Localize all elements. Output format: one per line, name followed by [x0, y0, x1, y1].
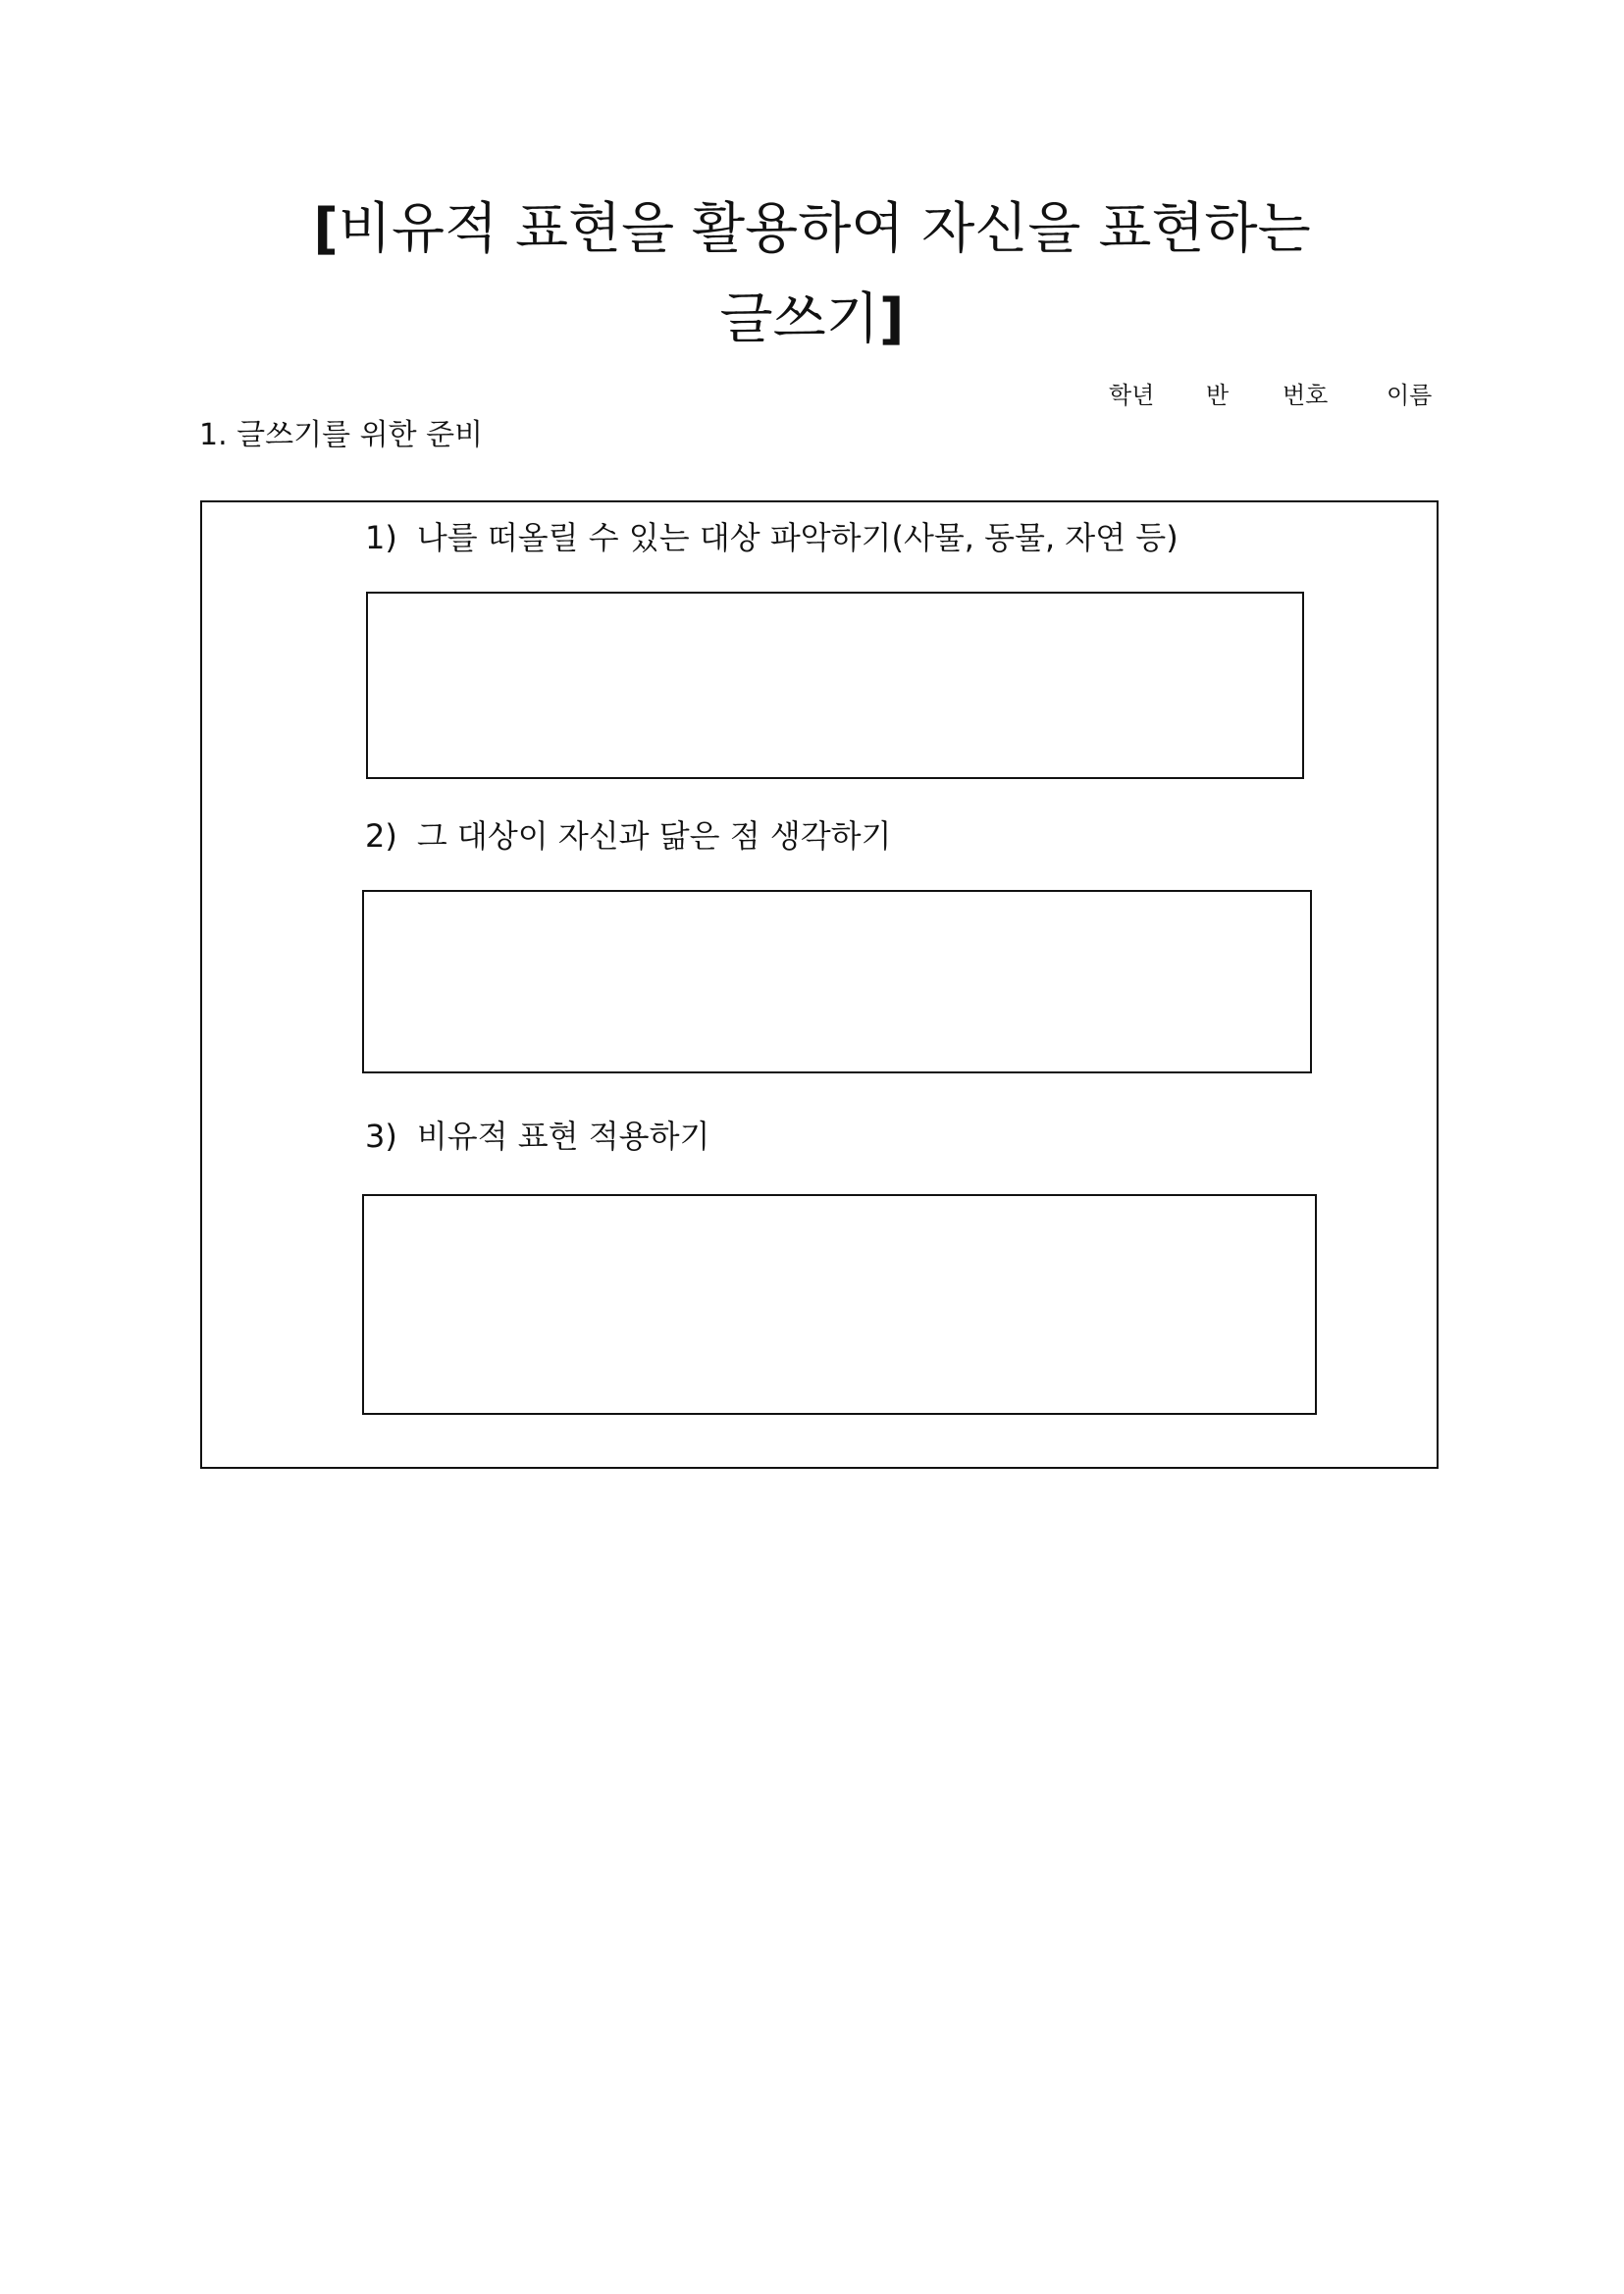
answer-box-2[interactable]	[362, 890, 1312, 1073]
title-line1: 비유적 표현을 활용하여 자신을 표현하는	[338, 197, 1311, 261]
item-1-text: 나를 떠올릴 수 있는 대상 파악하기(사물, 동물, 자연 등)	[416, 519, 1179, 556]
number-label: 번호	[1283, 382, 1329, 409]
student-info	[1109, 381, 1432, 410]
name-label: 이름	[1387, 382, 1433, 409]
item-1-number: 1)	[365, 519, 397, 556]
item-2-text: 그 대상이 자신과 닮은 점 생각하기	[416, 817, 892, 855]
item-2-label	[365, 816, 891, 856]
item-2-number: 2)	[365, 817, 397, 855]
title-line2: 글쓰기	[719, 287, 879, 351]
class-label: 반	[1206, 382, 1230, 409]
worksheet-title	[0, 184, 1624, 365]
answer-box-3[interactable]	[362, 1194, 1317, 1415]
answer-box-1[interactable]	[366, 592, 1304, 779]
item-3-label	[365, 1117, 709, 1156]
title-open-bracket: [	[313, 197, 339, 261]
grade-label: 학년	[1109, 382, 1155, 409]
item-1-label	[365, 518, 1179, 557]
title-close-bracket: ]	[878, 287, 905, 351]
section-heading: 1. 글쓰기를 위한 준비	[199, 418, 484, 452]
item-3-number: 3)	[365, 1118, 397, 1155]
item-3-text: 비유적 표현 적용하기	[416, 1118, 710, 1155]
